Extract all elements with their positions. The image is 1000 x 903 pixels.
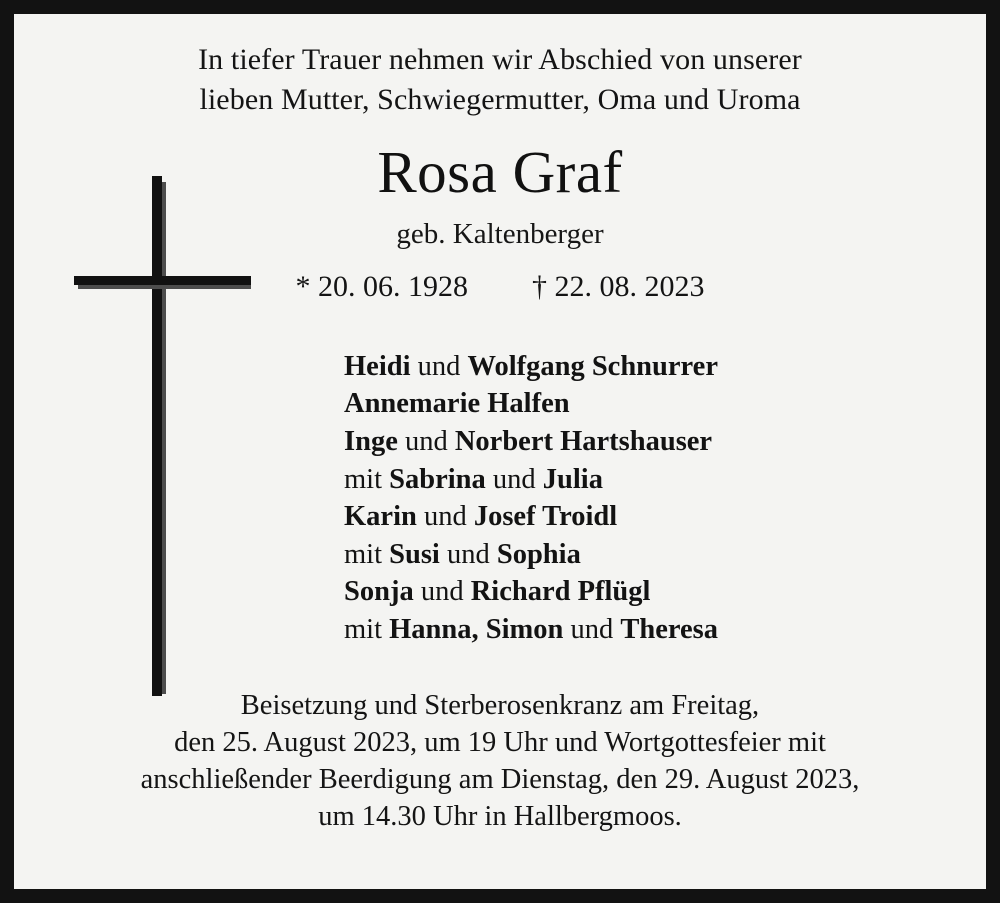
mourner-name: Norbert Hartshauser bbox=[454, 425, 713, 457]
footer-line: Beisetzung und Sterberosenkranz am Freitag, bbox=[240, 689, 760, 721]
death-date: † 22. 08. 2023 bbox=[532, 269, 705, 303]
mourner-name: Theresa bbox=[620, 613, 719, 645]
footer-line: um 14.30 Uhr in Hallbergmoos. bbox=[318, 800, 682, 832]
mourner-name: Sonja bbox=[344, 576, 414, 608]
mourner-line bbox=[344, 611, 956, 649]
mourner-line bbox=[344, 385, 956, 423]
cross-horizontal-bar bbox=[74, 276, 251, 285]
mourner-connector: und bbox=[397, 425, 455, 457]
mourner-line bbox=[344, 498, 956, 536]
mourner-name: Heidi bbox=[344, 350, 411, 382]
mourner-connector: und bbox=[410, 350, 468, 382]
mourner-name: Hanna, Simon bbox=[389, 613, 564, 645]
mourner-connector: mit bbox=[344, 463, 390, 495]
mourner-connector: und bbox=[563, 613, 621, 645]
mourner-name: Annemarie Halfen bbox=[344, 388, 570, 420]
intro-line: In tiefer Trauer nehmen wir Abschied von unserer bbox=[198, 43, 802, 76]
footer-line: anschließender Beerdigung am Dienstag, den 29. August 2023, bbox=[140, 763, 860, 795]
cross-vertical-bar bbox=[152, 176, 162, 696]
mourner-name: Julia bbox=[542, 463, 603, 495]
mourner-connector: und bbox=[413, 576, 471, 608]
mourner-line bbox=[344, 348, 956, 386]
mourner-line bbox=[344, 573, 956, 611]
maiden-name: geb. Kaltenberger bbox=[396, 217, 604, 250]
deceased-name: Rosa Graf bbox=[377, 138, 623, 205]
mourner-line bbox=[344, 461, 956, 499]
mourner-connector: mit bbox=[344, 613, 390, 645]
cross-vertical-shadow bbox=[162, 182, 166, 694]
mourner-name: Sophia bbox=[496, 538, 581, 570]
mourner-connector: und bbox=[416, 501, 474, 533]
mourner-connector: und bbox=[485, 463, 543, 495]
mourner-name: Sabrina bbox=[389, 463, 486, 495]
mourner-name: Karin bbox=[344, 501, 417, 533]
birth-date: * 20. 06. 1928 bbox=[295, 269, 468, 303]
intro-text bbox=[44, 40, 956, 120]
cross-horizontal-shadow bbox=[78, 285, 251, 289]
mourner-name: Josef Troidl bbox=[473, 501, 618, 533]
mourner-connector: und bbox=[439, 538, 497, 570]
mourner-name: Susi bbox=[389, 538, 440, 570]
footer-line: den 25. August 2023, um 19 Uhr und Wortgottesfeier mit bbox=[174, 726, 826, 758]
cross-icon bbox=[60, 154, 255, 699]
mourner-name: Inge bbox=[344, 425, 398, 457]
funeral-details bbox=[44, 687, 956, 835]
mourner-connector: mit bbox=[344, 538, 390, 570]
mourner-name: Richard Pflügl bbox=[470, 576, 651, 608]
mourner-line bbox=[344, 536, 956, 574]
mourner-line bbox=[344, 423, 956, 461]
notice-content bbox=[14, 14, 986, 889]
mourner-name: Wolfgang Schnurrer bbox=[467, 350, 718, 382]
intro-line: lieben Mutter, Schwiegermutter, Oma und Uroma bbox=[199, 82, 801, 116]
